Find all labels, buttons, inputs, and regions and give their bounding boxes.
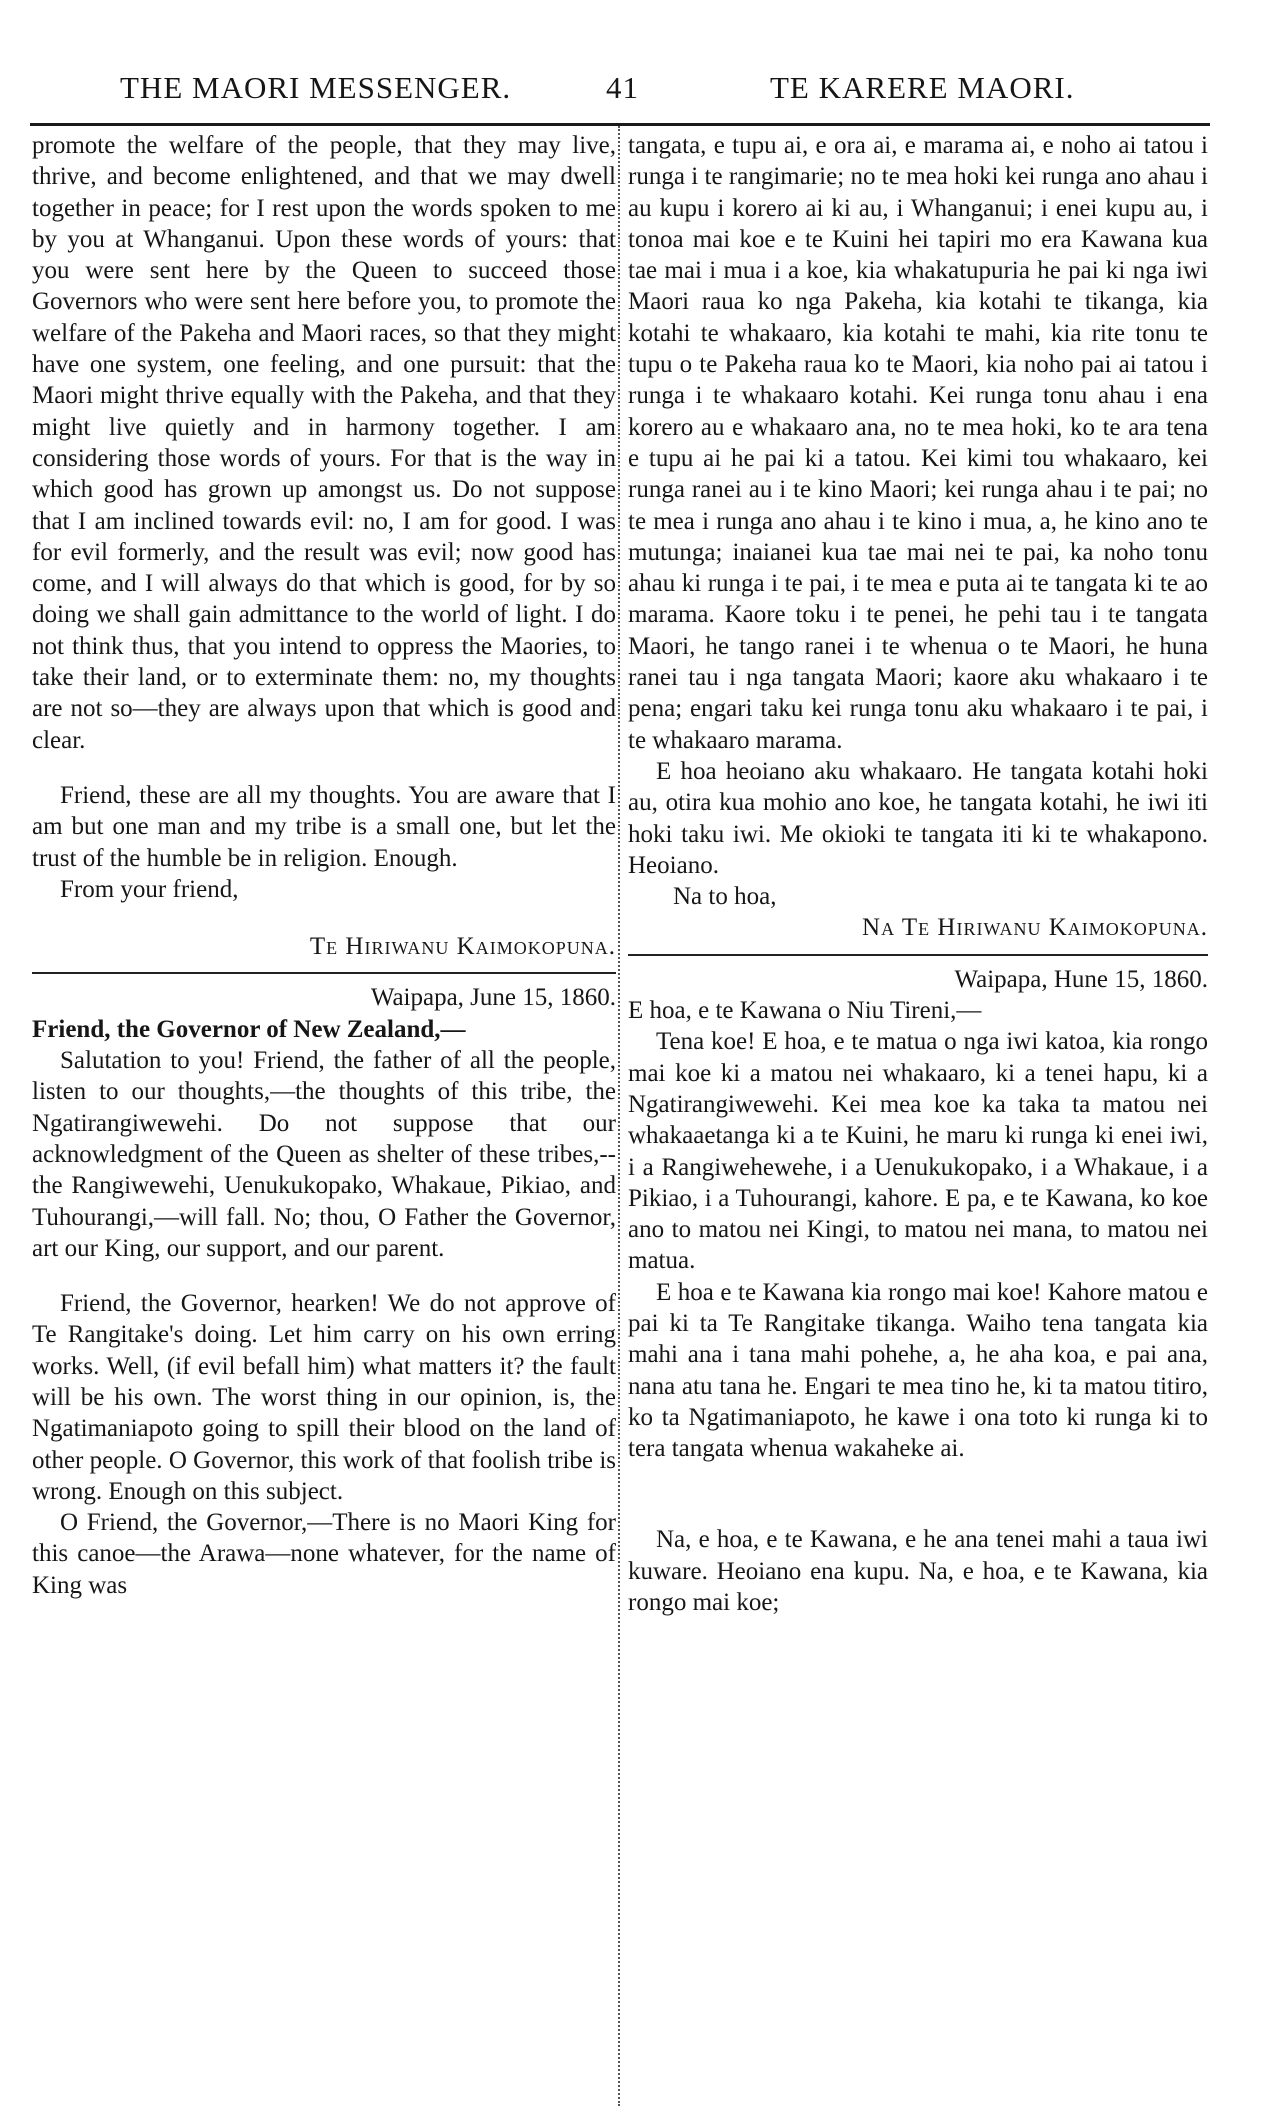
maori-paragraph-5: Na, e hoa, e te Kawana, e he ana tenei mahi a taua iwi kuware. Heoiano ena kupu. Na, e hoa, e te Kawana, kia rongo mai koe; (628, 1526, 1208, 1617)
page-number: 41 (606, 70, 639, 105)
english-paragraph-4: Friend, the Governor, hearken! We do not approve of Te Rangitake's doing. Let him carry on his own erring works. Well, (if evil befall him) what matters it? the fault will be his own. The worst thing in our opinion, is, the Ngatimaniapoto going to spill their blood on the land of other people. O Governor, this work of that foolish tribe is wrong. Enough on this subject. (32, 1290, 616, 1505)
maori-masthead-title: TE KARERE MAORI. (770, 70, 1075, 105)
english-letter-rule (32, 972, 616, 974)
maori-paragraph-4: E hoa e te Kawana kia rongo mai koe! Kahore matou e pai ki ta Te Rangitake tikanga. Waiho tena tangata kia mahi ana i tana mahi pohehe, a, he aha koa, e pai ana, nana atu tana he. Engari te mea tino he, ki ta matou titiro, ko ta Ngatimaniapoto, he kawe i ona toto ki runga ki to tera tangata whenua wakaheke ai. (628, 1278, 1208, 1463)
english-signature: Te Hiriwanu Kaimokopuna. (309, 933, 616, 961)
english-paragraph-5: O Friend, the Governor,—There is no Maori King for this canoe—the Arawa—none whatever, for the name of King was (32, 1509, 616, 1599)
maori-signature: Na Te Hiriwanu Kaimokopuna. (862, 914, 1208, 942)
maori-letter-rule (628, 954, 1208, 956)
maori-dateline: Waipapa, Hune 15, 1860. (954, 965, 1208, 993)
english-closing: From your friend, (60, 875, 239, 903)
maori-closing: Na to hoa, (673, 883, 777, 911)
header-rule (30, 123, 1210, 126)
maori-salutation: E hoa, e te Kawana o Niu Tireni,— (628, 997, 982, 1025)
maori-paragraph-2: E hoa heoiano aku whakaaro. He tangata kotahi hoki au, otira kua mohio ano koe, he tangata kotahi, he iwi iti hoki taku iwi. Me okioki te tangata iti ki te whakapono. Heoiano. (628, 757, 1208, 879)
english-dateline: Waipapa, June 15, 1860. (370, 984, 616, 1012)
column-divider (618, 126, 620, 2106)
english-paragraph-3: Salutation to you! Friend, the father of all the people, listen to our thoughts,—the thoughts of this tribe, the Ngatirangiwewehi. Do not suppose that our acknowledgment of the Queen as shelter of these tribes,--the Rangiwewehi, Uenukukopako, Whakaue, Pikiao, and Tuhourangi,—will fall. No; thou, O Father the Governor, art our King, our support, and our parent. (32, 1047, 616, 1262)
maori-column (628, 130, 1208, 1618)
maori-paragraph-1: tangata, e tupu ai, e ora ai, e marama ai, e noho ai tatou i runga i te rangimarie; no te mea hoki kei runga ano ahau i au kupu i korero ai ki au, i Whanganui; i enei kupu au, i tonoa mai koe e te Kuini hei tapiri mo era Kawana kua tae mai i mua i a koe, kia whakatupuria he pai ki nga iwi Maori raua ko nga Pakeha, kia kotahi te tikanga, kia kotahi te whakaaro, kia kotahi te mahi, kia rite tonu te tupu o te Pakeha raua ko te Maori, kia noho pai ai tatou i runga i te whakaaro kotahi. Kei runga tonu ahau i ena korero au e whakaaro ana, no te mea hoki, ko te ara tena e tupu ai he pai ki a tatou. Kei kimi tou whakaaro, kei runga ranei au i te kino Maori; kei runga ahau i te pai; no te mea i runga ano ahau i te kino i mua, a, he kino ano te mutunga; inaianei kua tae mai nei te pai, ka noho tonu ahau ki runga i te pai, i te mea e puta ai te tangata ki te ao marama. Kaore toku i te penei, he pehi tau i te tangata Maori, he tango ranei i te whenua o te Maori, he huna ranei tau i nga tangata Maori; kaore aku whakaaro i te pena; engari taku kei runga tonu aku whakaaro i te pai, i te whakaaro marama. (628, 132, 1208, 754)
english-paragraph-1: promote the welfare of the people, that they may live, thrive, and become enlightened, and that we may dwell together in peace; for I rest upon the words spoken to me by you at Whanganui. Upon these words of yours: that you were sent here by the Queen to succeed those Governors who were sent here before you, to promote the welfare of the Pakeha and Maori races, so that they might have one system, one feeling, and one pursuit: that the Maori might thrive equally with the Pakeha, and that they might live quietly and in harmony together. I am considering those words of yours. For that is the way in which good has grown up amongst us. Do not suppose that I am inclined towards evil: no, I am for good. I was for evil formerly, and the result was evil; now good has come, and I will always do that which is good, for by so doing we shall gain admittance to the world of light. I do not think thus, that you intend to oppress the Maories, to take their land, or to exterminate them: no, my thoughts are not so—they are always upon that which is good and clear. (32, 132, 616, 754)
english-paragraph-2: Friend, these are all my thoughts. You are aware that I am but one man and my tribe is a small one, but let the trust of the humble be in religion. Enough. (32, 781, 616, 872)
masthead (30, 70, 1210, 114)
english-column (32, 130, 616, 1601)
maori-paragraph-3: Tena koe! E hoa, e te matua o nga iwi katoa, kia rongo mai koe ki a matou nei whakaaro, ki a tenei hapu, ki a Ngatirangiwewehi. Kei mea koe ka taka ta matou nei whakaaetanga ki a te Kuini, he maru ki runga ki enei iwi, i a Rangiwehewehe, i a Uenukukopako, i a Whakaue, i a Pikiao, i a Tuhourangi, kahore. E pa, e te Kawana, ko koe ano to matou nei Kingi, to matou nei mana, to matou nei matua. (628, 1028, 1208, 1275)
english-salutation: Friend, the Governor of New Zealand,— (32, 1015, 466, 1043)
english-masthead-title: THE MAORI MESSENGER. (120, 70, 512, 105)
